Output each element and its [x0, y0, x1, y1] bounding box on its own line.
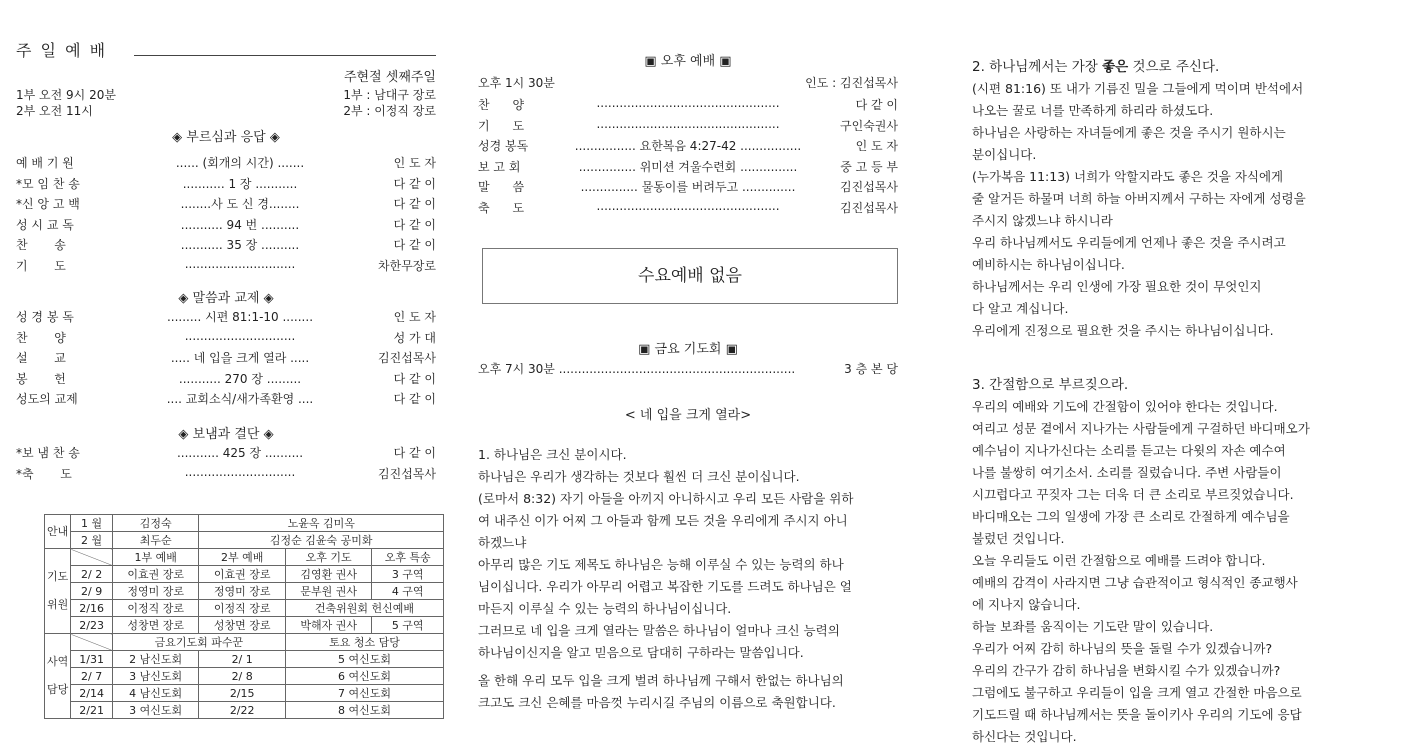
order-item-name: *모 임 찬 송: [16, 176, 80, 191]
order-item-name: 찬 송: [16, 238, 66, 252]
table-cell: 2/ 8: [199, 668, 285, 685]
table-cell: 성창면 장로: [199, 617, 285, 634]
section-call-response: ◈ 부르심과 응답 ◈: [172, 130, 280, 145]
table-cell: 성창면 장로: [112, 617, 198, 634]
order-item-detail: ............... 물동이를 버려두고 ..............: [580, 180, 796, 194]
pm-leader: 인도 : 김진섭목사: [805, 76, 898, 90]
table-cell: 김정순 김윤숙 공미화: [199, 532, 444, 549]
order-item-name: *신 앙 고 백: [16, 197, 80, 211]
sermon-line: 마든지 이루실 수 있는 능력의 하나님이십니다.: [478, 601, 732, 616]
friday-place: 3 층 본 당: [844, 362, 898, 376]
sermon-line: 우리에게 진정으로 필요한 것을 주시는 하나님이십니다.: [972, 323, 1274, 338]
sermon-line: 하나님은 사랑하는 자녀들에게 좋은 것을 주시기 원하시는: [972, 125, 1286, 140]
table-cell: 5 구역: [372, 617, 444, 634]
table-cell: 2/ 7: [71, 668, 113, 685]
table-cell: 2/16: [71, 600, 113, 617]
section-word-fellowship: ◈ 말씀과 교제 ◈: [178, 291, 274, 306]
title-rule: [134, 55, 436, 56]
pm-time: 오후 1시 30분: [478, 76, 555, 90]
sermon-closing: [478, 670, 918, 714]
order-item-detail: ........사 도 신 경........: [180, 197, 300, 211]
order-item-detail: ........... 1 장 ...........: [182, 176, 298, 191]
table-cell: 2/ 2: [71, 566, 113, 583]
sermon-line: 하늘 보좌를 움직이는 기도란 말이 있습니다.: [972, 619, 1214, 634]
table-cell: [71, 549, 113, 566]
sermon-heading-2: 2. 하나님께서는 가장 좋은 것으로 주신다.: [972, 59, 1220, 75]
sermon-line: 하나님이신지을 알고 믿음으로 담대히 구하라는 말씀입니다.: [478, 645, 804, 660]
table-cell: 8 여신도회: [285, 702, 443, 719]
table-cell: 2/23: [71, 617, 113, 634]
sermon-line: 우리가 어찌 감히 하나님의 뜻을 돌릴 수가 있겠습니까?: [972, 641, 1273, 656]
table-cell: 3 남신도회: [112, 668, 198, 685]
table-cell: 이효권 장로: [112, 566, 198, 583]
table-cell: 2/15: [199, 685, 285, 702]
table-cell: 2 남신도회: [112, 651, 198, 668]
order-item-leader: 다 같 이: [393, 446, 436, 460]
order-item-detail: ........... 94 번 ..........: [180, 217, 300, 232]
order-item-detail: ........... 425 장 ..........: [176, 446, 304, 460]
sunday-title: 주 일 예 배: [16, 41, 108, 60]
service2-leader: 2부 : 이정직 장로: [343, 104, 436, 118]
sermon-part3: [972, 374, 1412, 748]
order-item-name: 성 시 교 독: [16, 217, 74, 232]
sermon-line: 줄 알거든 하물며 너희 하늘 아버지께서 구하는 자에게 성령을: [972, 191, 1306, 206]
sermon-line: 나를 불쌍히 여기소서. 소리를 질렀습니다. 주변 사람들이: [972, 465, 1282, 480]
sermon-line: 다 알고 계십니다.: [972, 301, 1069, 316]
table-cell: 2 월: [71, 532, 113, 549]
order-item-detail: ......... 시편 81:1-10 ........: [166, 310, 314, 324]
order-item-detail: .... 교회소식/새가족환영 ....: [166, 392, 314, 406]
sermon-line: 시끄럽다고 꾸짖자 그는 더욱 더 큰 소리로 부르짖었습니다.: [972, 487, 1294, 502]
sermon-line: 하나님께서는 우리 인생에 가장 필요한 것이 무엇인지: [972, 279, 1262, 294]
sermon-line: 아무리 많은 기도 제목도 하나님은 능해 이루실 수 있는 능력의 하나: [478, 557, 844, 572]
table-cell: 1/31: [71, 651, 113, 668]
order-item-leader: 성 가 대: [393, 330, 436, 345]
table-cell: 이정직 장로: [199, 600, 285, 617]
pm-service-title: ▣ 오후 예배 ▣: [644, 54, 732, 69]
table-cell: 2/14: [71, 685, 113, 702]
sermon-line: 바디매오는 그의 일생에 가장 큰 소리로 간절하게 예수님을: [972, 509, 1290, 524]
order-item-name: 설 교: [16, 351, 66, 365]
table-cell: 2/21: [71, 702, 113, 719]
order-item-name: 봉 헌: [16, 371, 66, 386]
table-cell: 이정직 장로: [112, 600, 198, 617]
service1-time: 1부 오전 9시 20분: [16, 88, 116, 102]
table-cell: 5 여신도회: [285, 651, 443, 668]
order-item-leader: 다 같 이: [393, 392, 436, 406]
sermon-line: 여 내주신 이가 어찌 그 아들과 함께 모든 것을 우리에게 주시지 아니: [478, 513, 848, 528]
sermon-line: 님이십니다. 우리가 아무리 어렵고 복잡한 기도를 드려도 하나님은 얼: [478, 579, 852, 594]
table-cell: 노윤옥 김미옥: [199, 515, 444, 532]
sermon-part1: [478, 444, 918, 664]
guide-label: 안내: [45, 515, 71, 549]
order-item-name: *축 도: [16, 466, 72, 481]
sermon-line: 그럼에도 불구하고 우리들이 입을 크게 열고 간절한 마음으로: [972, 685, 1302, 700]
order-item-leader: 다 같 이: [393, 238, 436, 252]
order-item-detail: ........... 35 장 ..........: [180, 238, 300, 252]
order-item-leader: 김진섭목사: [840, 200, 898, 215]
order-item-detail: ................................................: [596, 96, 780, 110]
table-cell: 2/ 1: [199, 651, 285, 668]
sermon-line: 예배의 감격이 사라지면 그냥 습관적이고 형식적인 종교행사: [972, 575, 1298, 590]
sermon-line: 주시지 않겠느냐 하시니라: [972, 213, 1113, 228]
order-item-name: 찬 양: [478, 98, 525, 112]
sermon-line: 하나님은 우리가 생각하는 것보다 훨씬 더 크신 분이십니다.: [478, 469, 800, 484]
order-item-detail: ..... 네 입을 크게 열라 .....: [170, 351, 310, 365]
table-cell: 정영미 장로: [112, 583, 198, 600]
table-cell: 문부원 권사: [285, 583, 371, 600]
sermon-line: 그러므로 네 입을 크게 열라는 말씀은 하나님이 얼마나 크신 능력의: [478, 623, 840, 638]
table-header: 토요 청소 담당: [285, 634, 443, 651]
order-item-name: *보 냄 찬 송: [16, 446, 80, 460]
order-item-leader: 인 도 자: [855, 139, 898, 153]
sermon-heading-3: 3. 간절함으로 부르짖으라.: [972, 377, 1129, 393]
table-cell: [71, 634, 113, 651]
order-item-leader: 김진섭목사: [840, 180, 898, 194]
table-cell: 김영환 권사: [285, 566, 371, 583]
sermon-line: 크고도 크신 은혜를 마음껏 누리시길 주님의 이름으로 축원합니다.: [478, 695, 836, 710]
sermon-part2: [972, 56, 1412, 342]
table-header: 1부 예배: [112, 549, 198, 566]
sermon-line: 오늘 우리들도 이런 간절함으로 예배를 드려야 합니다.: [972, 553, 1266, 568]
order-item-name: 성경 봉독: [478, 139, 529, 153]
order-item-detail: ........... 270 장 .........: [178, 371, 302, 386]
order-item-detail: ................ 요한복음 4:27-42 ................: [574, 139, 802, 153]
wednesday-notice: 수요예배 없음: [638, 266, 742, 286]
sermon-line: 여리고 성문 곁에서 지나가는 사람들에게 구걸하던 바디매오가: [972, 421, 1310, 436]
order-item-leader: 중 고 등 부: [840, 159, 898, 174]
table-cell: 박해자 권사: [285, 617, 371, 634]
order-item-leader: 인 도 자: [393, 310, 436, 324]
table-cell: 김정숙: [112, 515, 198, 532]
order-item-detail: ............... 위미션 겨울수련회 ...............: [578, 159, 798, 174]
friday-prayer-title: ▣ 금요 기도회 ▣: [638, 342, 738, 357]
order-item-name: 성도의 교제: [16, 392, 78, 406]
sermon-line: 우리 하나님께서도 우리들에게 언제나 좋은 것을 주시려고: [972, 235, 1286, 250]
sermon-title: < 네 입을 크게 열라>: [624, 408, 752, 423]
order-item-detail: .............................: [184, 328, 296, 343]
table-cell: 2/ 9: [71, 583, 113, 600]
sermon-line: 올 한해 우리 모두 입을 크게 벌려 하나님께 구해서 한없는 하나님의: [478, 673, 844, 688]
sermon-line: 하겠느냐: [478, 535, 527, 550]
order-item-name: 예 배 기 원: [16, 156, 74, 170]
order-item-leader: 다 같 이: [393, 371, 436, 386]
order-item-leader: 인 도 자: [393, 156, 436, 170]
order-item-name: 보 고 회: [478, 159, 521, 174]
sermon-line: (누가복음 11:13) 너희가 악할지라도 좋은 것을 자식에게: [972, 169, 1284, 184]
order-item-name: 기 도: [16, 258, 66, 273]
order-item-name: 기 도: [478, 118, 525, 133]
sermon-line: 예비하시는 하나님이십니다.: [972, 257, 1125, 272]
sermon-line: 분이십니다.: [972, 147, 1037, 162]
table-cell: 4 남신도회: [112, 685, 198, 702]
order-item-leader: 차한무장로: [378, 258, 436, 273]
service1-leader: 1부 : 남대구 장로: [343, 88, 436, 102]
order-item-name: 축 도: [478, 200, 525, 215]
order-item-detail: ................................................: [596, 116, 780, 131]
sermon-line: 에 지나지 않습니다.: [972, 597, 1081, 612]
table-cell: 3 구역: [372, 566, 444, 583]
service2-time: 2부 오전 11시: [16, 104, 93, 118]
sermon-line: (로마서 8:32) 자기 아들을 아끼지 아니하시고 우리 모든 사람을 위하: [478, 491, 854, 506]
table-cell: 3 여신도회: [112, 702, 198, 719]
order-item-name: 찬 양: [16, 330, 66, 345]
order-item-leader: 다 같 이: [855, 98, 898, 112]
order-item-detail: .............................: [184, 464, 296, 479]
ministry-label: 사역 담당: [45, 634, 71, 719]
order-item-detail: ................................................: [596, 198, 780, 213]
liturgical-season: 주현절 셋째주일: [343, 70, 436, 85]
order-item-detail: ...... (회개의 시간) .......: [175, 156, 305, 170]
table-cell: 건축위원회 헌신예배: [285, 600, 443, 617]
table-cell: 2/22: [199, 702, 285, 719]
section-sending: ◈ 보냄과 결단 ◈: [178, 427, 274, 442]
order-item-name: 성 경 봉 독: [16, 310, 74, 324]
order-item-leader: 다 같 이: [393, 197, 436, 211]
sermon-line: 나오는 꿀로 너를 만족하게 하리라 하셨도다.: [972, 103, 1214, 118]
sermon-line: 불렀던 것입니다.: [972, 531, 1065, 546]
order-item-leader: 다 같 이: [393, 176, 436, 191]
table-header: 금요기도회 파수꾼: [112, 634, 285, 651]
order-item-leader: 김진섭목사: [378, 351, 436, 365]
sermon-line: 예수님이 지나가신다는 소리를 듣고는 다윗의 자손 예수여: [972, 443, 1286, 458]
table-header: 오후 기도: [285, 549, 371, 566]
table-cell: 7 여신도회: [285, 685, 443, 702]
table-cell: 최두순: [112, 532, 198, 549]
table-cell: 정영미 장로: [199, 583, 285, 600]
order-item-leader: 김진섭목사: [378, 466, 436, 481]
table-cell: 4 구역: [372, 583, 444, 600]
table-cell: 6 여신도회: [285, 668, 443, 685]
sermon-heading-1: 1. 하나님은 크신 분이시다.: [478, 447, 627, 462]
order-item-leader: 다 같 이: [393, 217, 436, 232]
prayer-committee-label: 기도 위원: [45, 549, 71, 634]
sermon-line: 기도드릴 때 하나님께서는 뜻을 돌이키사 우리의 기도에 응답: [972, 707, 1302, 722]
schedule-table: [44, 514, 444, 719]
order-item-name: 말 씀: [478, 180, 525, 194]
wednesday-notice-box: [482, 248, 898, 304]
table-cell: 1 월: [71, 515, 113, 532]
friday-time: 오후 7시 30분 ..............................................................: [478, 362, 796, 376]
table-header: 2부 예배: [199, 549, 285, 566]
order-item-detail: .............................: [184, 256, 296, 271]
sermon-line: (시편 81:16) 또 내가 기름진 밀을 그들에게 먹이며 반석에서: [972, 81, 1304, 96]
table-cell: 이효권 장로: [199, 566, 285, 583]
sermon-line: 우리의 간구가 감히 하나님을 변화시킬 수가 있겠습니까?: [972, 663, 1281, 678]
order-item-leader: 구인숙권사: [840, 118, 898, 133]
sermon-line: 우리의 예배와 기도에 간절함이 있어야 한다는 것입니다.: [972, 399, 1278, 414]
table-header: 오후 특송: [372, 549, 444, 566]
sermon-line: 하신다는 것입니다.: [972, 729, 1077, 744]
